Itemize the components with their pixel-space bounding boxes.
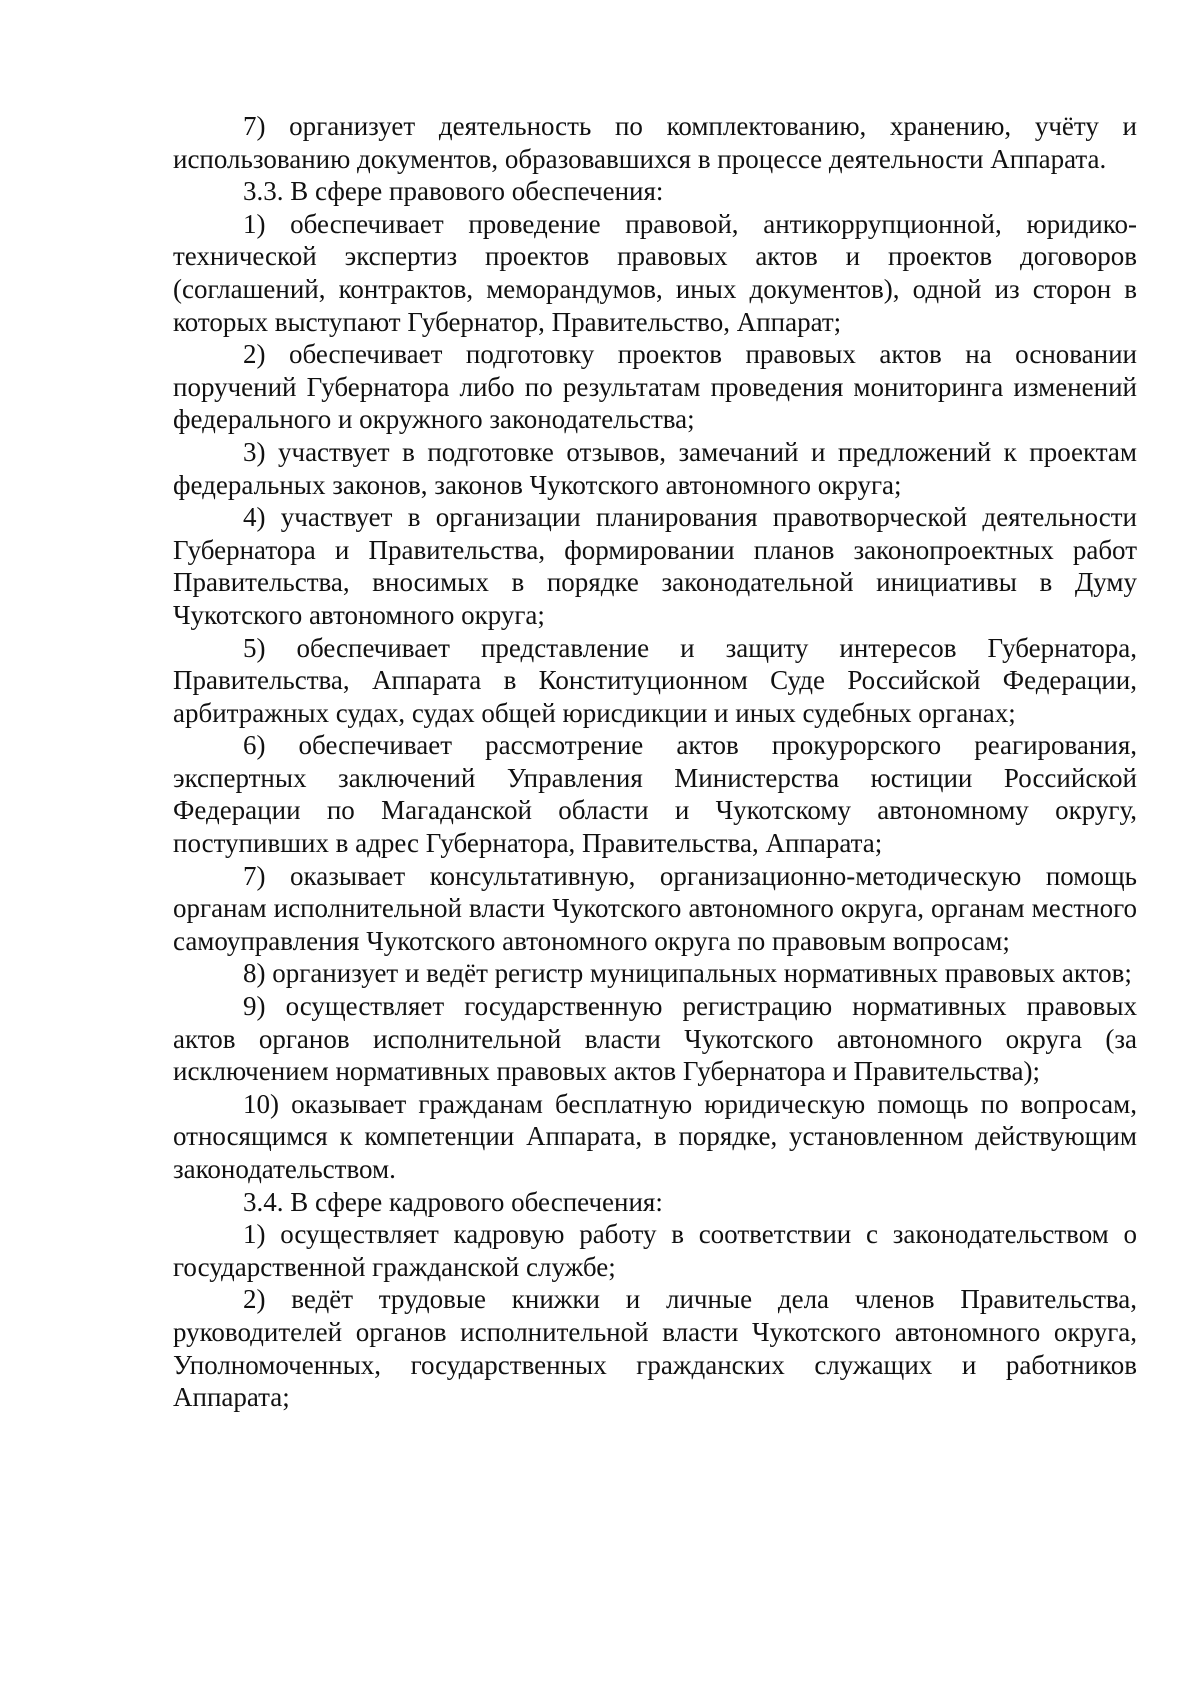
paragraph-item-10-legal-aid: 10) оказывает гражданам бесплатную юридическую помощь по вопросам, относящимся к компетенции Аппарата, в порядке, установленном действующим законодательством.	[173, 1088, 1137, 1184]
paragraph-item-7-archive: 7) организует деятельность по комплектованию, хранению, учёту и использованию документов, образовавшихся в процессе деятельности Аппарата.	[173, 111, 1137, 174]
document-page	[173, 110, 1137, 1414]
paragraph-item-2-drafts: 2) обеспечивает подготовку проектов правовых актов на основании поручений Губернатора либо по результатам проведения мониторинга изменений федерального и окружного законодательства;	[173, 339, 1137, 435]
paragraph-item-6-prosecutor-acts: 6) обеспечивает рассмотрение актов прокурорского реагирования, экспертных заключений Управления Министерства юстиции Российской Федерации по Магаданской области и Чукотскому автономному округу, поступивших в адрес Губернатора, Правительства, Аппарата;	[173, 730, 1137, 859]
paragraph-item-1-expertise: 1) обеспечивает проведение правовой, антикоррупционной, юридико-технической экспертиз проектов правовых актов и проектов договоров (соглашений, контрактов, меморандумов, иных документов), одной из сторон в которых выступают Губернатор, Правительство, Аппарат;	[173, 208, 1137, 337]
section-heading-3-3: 3.3. В сфере правового обеспечения:	[243, 176, 664, 207]
paragraph-item-7-consulting: 7) оказывает консультативную, организационно-методическую помощь органам исполнительной власти Чукотского автономного округа, органам местного самоуправления Чукотского автономного округа по правовым вопросам;	[173, 860, 1137, 956]
paragraph-item-4-planning: 4) участвует в организации планирования правотворческой деятельности Губернатора и Правительства, формировании планов законопроектных работ Правительства, вносимых в порядке законодательной инициативы в Думу Чукотского автономного округа;	[173, 502, 1137, 630]
section-heading-3-4: 3.4. В сфере кадрового обеспечения:	[243, 1186, 663, 1217]
paragraph-item-8-register: 8) организует и ведёт регистр муниципальных нормативных правовых актов;	[243, 958, 1132, 989]
paragraph-item-5-representation: 5) обеспечивает представление и защиту интересов Губернатора, Правительства, Аппарата в Конституционном Суде Российской Федерации, арбитражных судах, судах общей юрисдикции и иных судебных органах;	[173, 632, 1137, 728]
paragraph-item-1-personnel: 1) осуществляет кадровую работу в соответствии с законодательством о государственной гражданской службе;	[173, 1219, 1137, 1282]
paragraph-item-2-records: 2) ведёт трудовые книжки и личные дела членов Правительства, руководителей органов исполнительной власти Чукотского автономного округа, Уполномоченных, государственных гражданских служащих и работников Аппарата;	[173, 1284, 1137, 1413]
paragraph-item-3-reviews: 3) участвует в подготовке отзывов, замечаний и предложений к проектам федеральных законов, законов Чукотского автономного округа;	[173, 436, 1137, 500]
paragraph-item-9-registration: 9) осуществляет государственную регистрацию нормативных правовых актов органов исполнительной власти Чукотского автономного округа (за исключением нормативных правовых актов Губернатора и Правительства);	[173, 991, 1137, 1087]
